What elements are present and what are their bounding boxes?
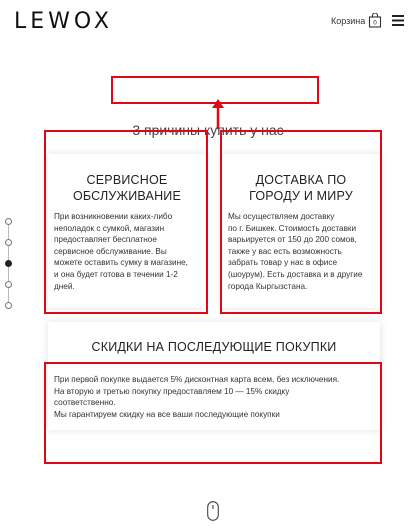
pager-dot[interactable]	[5, 281, 12, 288]
hamburger-menu-icon[interactable]	[392, 15, 404, 26]
pager-dot[interactable]	[5, 239, 12, 246]
card-discounts-text: При первой покупке выдается 5% дисконтная карта всем, без исключения. На вторую и третью покупку предоставляем 10 — 15% скидку соответственно. Мы гарантируем скидку на все ваши последующие покупки	[54, 375, 340, 419]
highlight-box-card-service	[44, 130, 208, 314]
card-service-text: При возникновении каких-либо неполадок с сумкой, магазин предоставляет бесплатное сервисное обслуживание. Вы можете оставить сумку в магазине, и она будет готова в течении 1-2 дней.	[54, 212, 188, 291]
highlight-box-card-discounts	[44, 362, 382, 464]
cart-link[interactable]: Корзина	[331, 16, 366, 26]
highlight-box-card-delivery	[220, 130, 382, 314]
pager-dot[interactable]	[5, 218, 12, 225]
shopping-bag-icon[interactable]	[368, 13, 382, 28]
logo[interactable]: LEWOX	[14, 9, 113, 34]
card-delivery-title: ДОСТАВКА ПО ГОРОДУ И МИРУ	[249, 173, 353, 203]
section-title: 3 причины купить у нас	[132, 122, 284, 138]
card-delivery-text: Мы осуществляем доставку по г. Бишкек. Стоимость доставки варьируется от 150 до 200 сомов, также у вас есть возможность забрать товар у нас в офисе (шоурум). Есть доставка и в другие города Кыргызстана.	[228, 212, 363, 291]
svg-text:0: 0	[373, 19, 377, 27]
mouse-scroll-icon[interactable]	[207, 501, 219, 521]
site-header	[0, 0, 416, 44]
card-service-title: СЕРВИСНОЕ ОБСЛУЖИВАНИЕ	[72, 173, 182, 203]
card-discounts-title: СКИДКИ НА ПОСЛЕДУЮЩИЕ ПОКУПКИ	[91, 340, 337, 354]
pager-dot-active[interactable]	[5, 260, 12, 267]
pager-dot[interactable]	[5, 302, 12, 309]
